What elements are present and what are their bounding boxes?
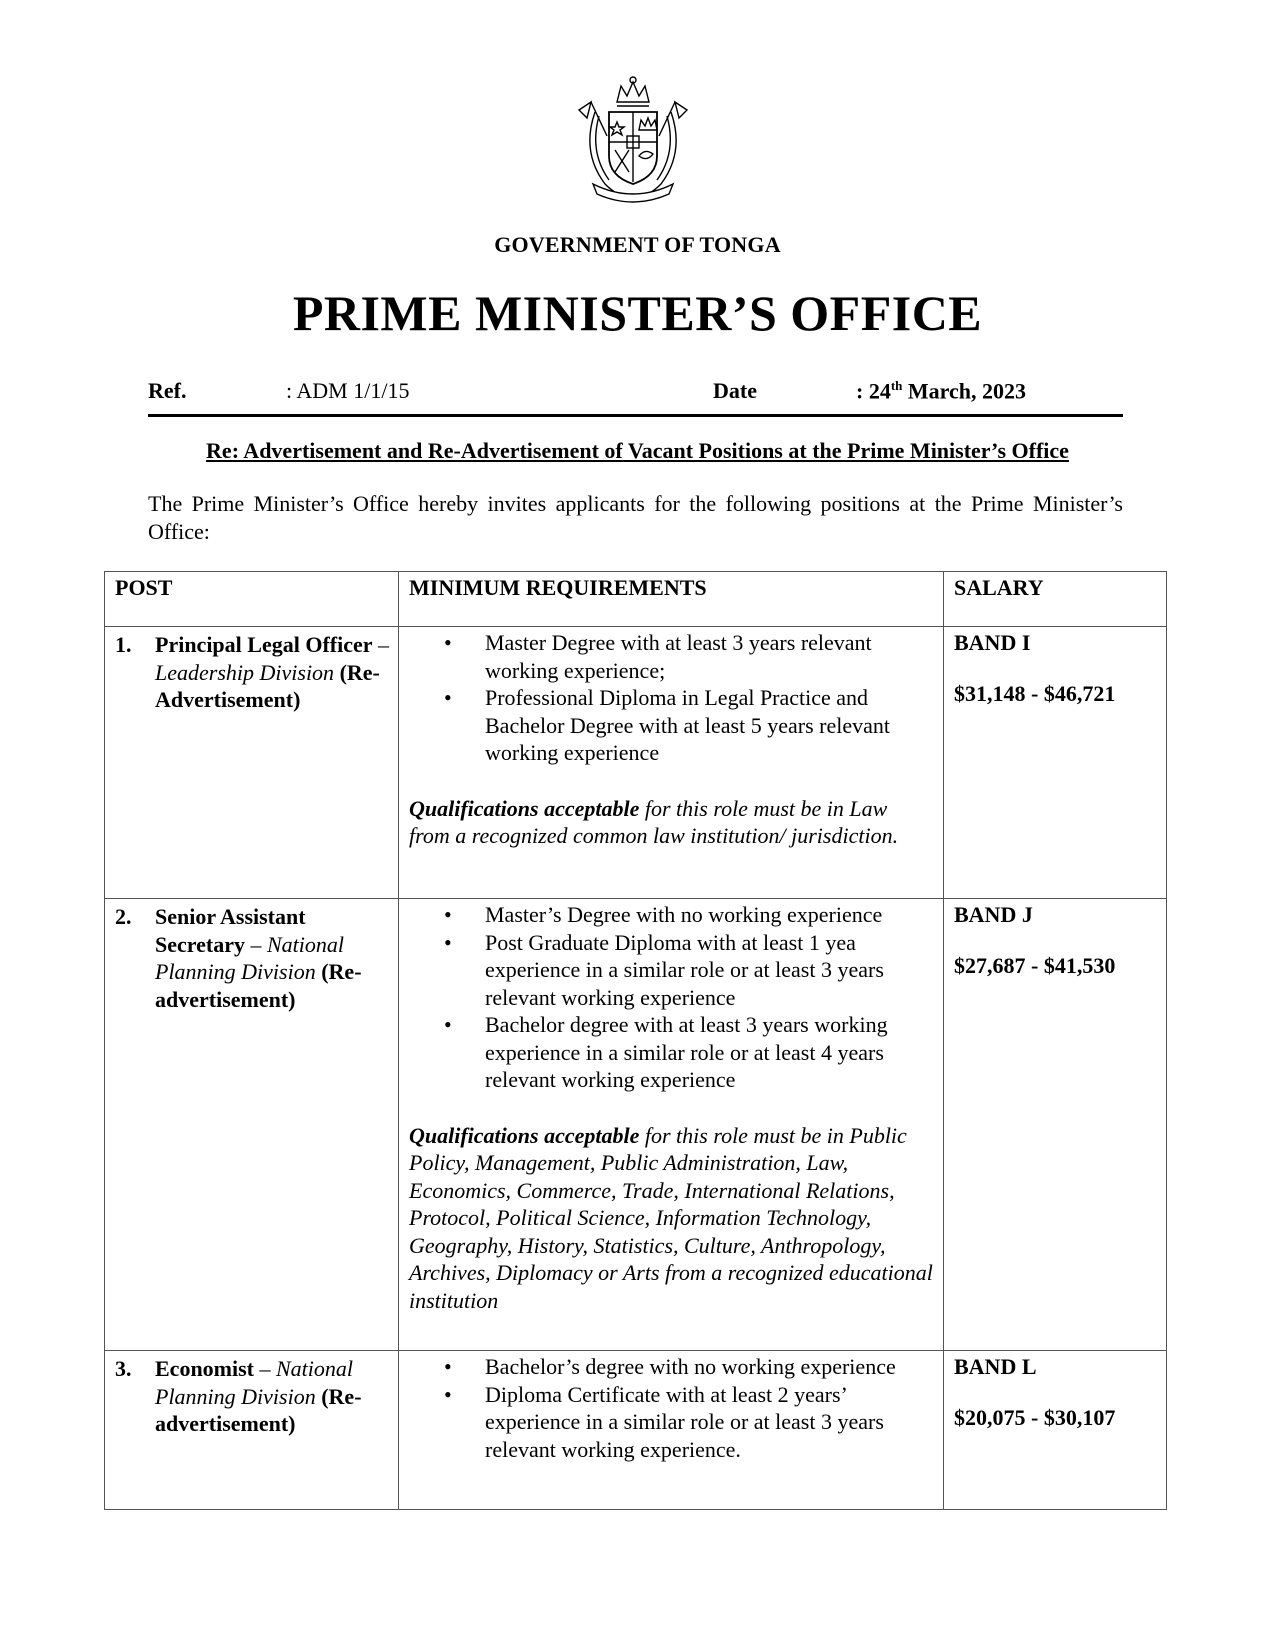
post-division: – Leadership Division	[155, 632, 389, 685]
salary-range: $20,075 - $30,107	[954, 1404, 1116, 1430]
post-cell: 3. Economist – National Planning Division (Re-advertisement)	[115, 1356, 362, 1436]
qualifications-note: Qualifications acceptable for this role must be in Public Policy, Management, Public Administration, Law, Economics, Commerce, Trade, International Relations, Protocol, Political Science, Information Technology, Geography, History, Statistics, Culture, Anthropology, Archives, Diplomacy or Arts from a recognized educational institution	[409, 1122, 933, 1313]
salary-band: BAND L	[954, 1354, 1037, 1379]
coat-of-arms-emblem	[577, 72, 689, 204]
post-note: (Re-advertisement)	[155, 1383, 362, 1436]
list-item: • Professional Diploma in Legal Practice and Bachelor Degree with at least 5 years relevant working experience	[485, 684, 933, 767]
qualifications-note: Qualifications acceptable for this role must be in Law from a recognized common law institution/ jurisdiction.	[409, 795, 899, 848]
post-title: Principal Legal Officer	[155, 632, 373, 657]
post-note: (Re-Advertisement)	[155, 659, 380, 712]
table-header-row	[105, 572, 1167, 627]
office-title: PRIME MINISTER’S OFFICE	[292, 285, 983, 341]
list-item: • Bachelor degree with at least 3 years working experience in a similar role or at least 4 years relevant working experience	[485, 1011, 933, 1094]
header-salary: SALARY	[954, 575, 1044, 600]
salary-band: BAND J	[954, 902, 1033, 927]
post-title: Senior Assistant Secretary	[155, 904, 306, 957]
ref-value: : ADM 1/1/15	[286, 378, 410, 403]
salary-range: $27,687 - $41,530	[954, 952, 1116, 978]
ref-label: Ref.	[148, 378, 187, 403]
government-heading: GOVERNMENT OF TONGA	[494, 232, 781, 257]
requirements-cell	[399, 627, 943, 850]
salary-cell	[944, 627, 1166, 707]
subject-line: Re: Advertisement and Re-Advertisement of Vacant Positions at the Prime Minister’s Office	[206, 438, 1069, 463]
header-post: POST	[115, 575, 173, 600]
post-division: – National Planning Division	[155, 1356, 354, 1409]
post-title: Economist	[155, 1356, 254, 1381]
salary-range: $31,148 - $46,721	[954, 680, 1116, 706]
list-item: • Master’s Degree with no working experience	[485, 901, 933, 929]
requirements-cell	[399, 1351, 943, 1463]
post-division: – National Planning Division	[155, 931, 345, 984]
salary-cell	[944, 1351, 1166, 1431]
date-label: Date	[713, 378, 757, 403]
list-item: • Diploma Certificate with at least 2 years’ experience in a similar role or at least 3 years relevant working experience.	[485, 1381, 933, 1464]
post-cell: 1. Principal Legal Officer – Leadership Division (Re-Advertisement)	[115, 632, 389, 712]
list-item: • Bachelor’s degree with no working experience	[485, 1353, 933, 1381]
positions-table	[104, 571, 1167, 1510]
intro-paragraph: The Prime Minister’s Office hereby invites applicants for the following positions at the Prime Minister’s Office:	[148, 491, 1123, 544]
requirements-cell	[399, 899, 943, 1314]
table-row	[105, 627, 1167, 899]
header-requirements: MINIMUM REQUIREMENTS	[409, 575, 707, 600]
reference-line	[148, 378, 1123, 417]
salary-cell	[944, 899, 1166, 979]
post-note: (Re-advertisement)	[155, 959, 362, 1012]
date-value: : 24th March, 2023	[856, 378, 1027, 404]
post-cell: 2. Senior Assistant Secretary – National Planning Division (Re-advertisement)	[115, 904, 362, 1012]
list-item: • Master Degree with at least 3 years relevant working experience;	[485, 629, 933, 684]
salary-band: BAND I	[954, 630, 1031, 655]
table-row	[105, 899, 1167, 1351]
table-row	[105, 1351, 1167, 1510]
list-item: • Post Graduate Diploma with at least 1 yea experience in a similar role or at least 3 years relevant working experience	[485, 929, 933, 1012]
